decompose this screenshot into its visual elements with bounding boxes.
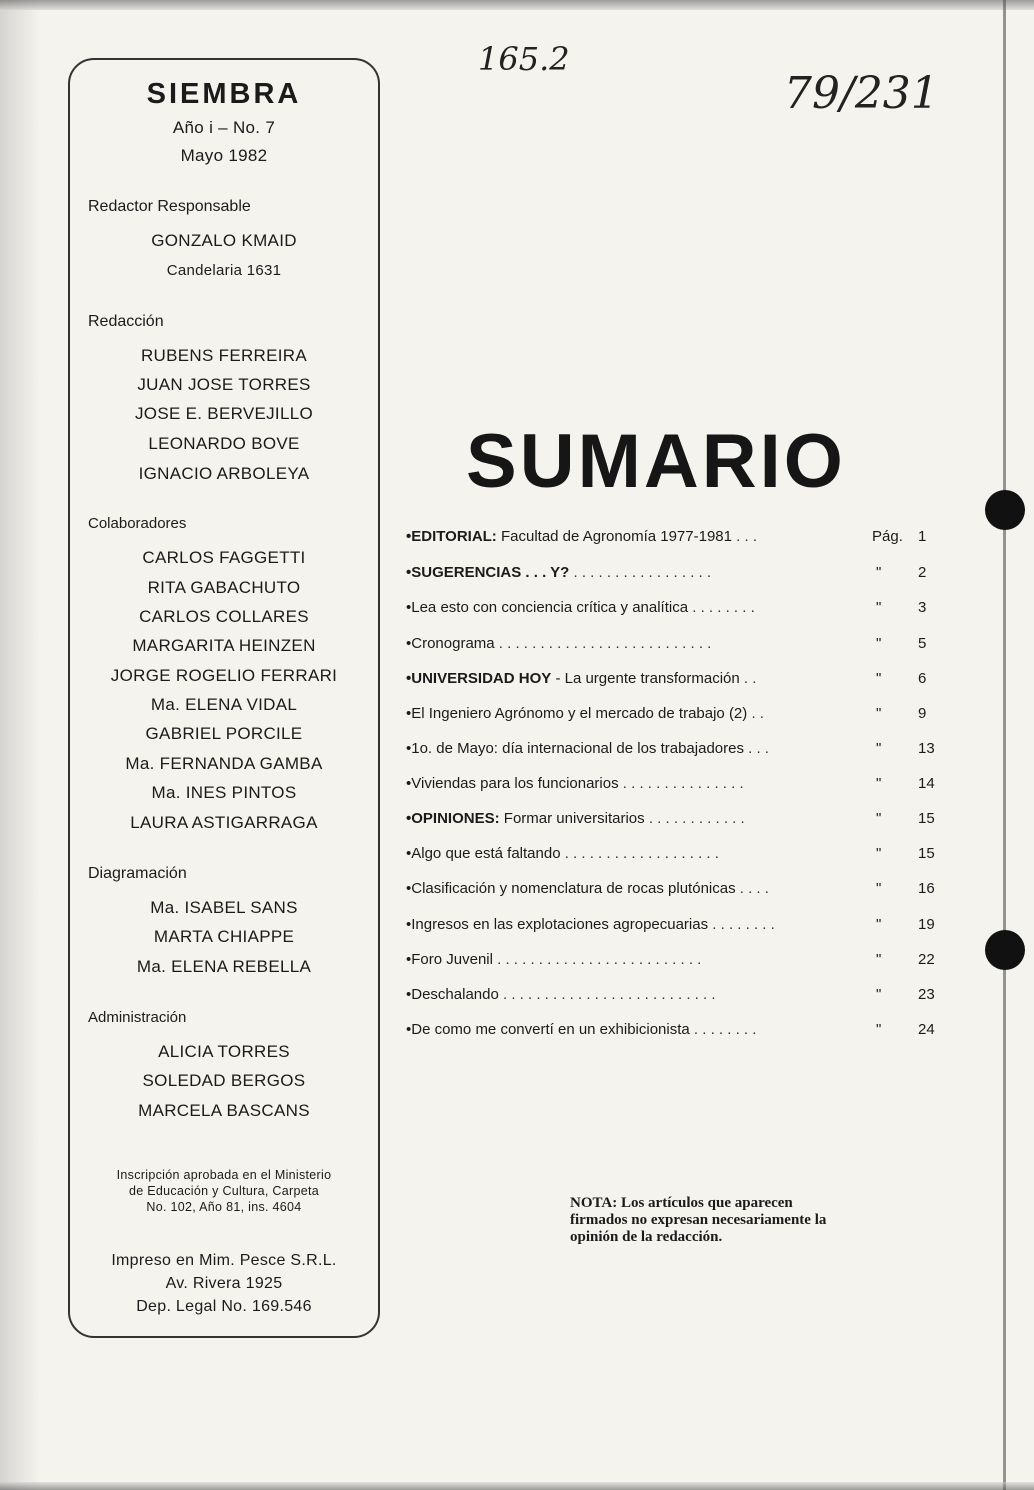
toc-page: 3 — [918, 599, 927, 616]
toc-page: 15 — [918, 845, 935, 862]
issue-number: Año i – No. 7 — [172, 118, 276, 137]
toc-entry — [406, 740, 946, 764]
toc-leader: . . . . . . . . . . . . . . . . . . . — [560, 845, 719, 862]
toc-leader: . . . . . . . . . . . . . . . . . — [569, 564, 712, 581]
staff-name: RUBENS FERREIRA — [140, 346, 308, 365]
staff-name: JORGE ROGELIO FERRARI — [110, 666, 338, 685]
toc-leader: . . . . — [735, 880, 769, 897]
toc-ref: Pág. — [872, 528, 903, 545]
staff-name: Ma. INES PINTOS — [151, 783, 297, 802]
printer-line: Impreso en Mim. Pesce S.R.L. — [111, 1252, 337, 1269]
toc-page: 5 — [918, 635, 927, 652]
staff-name: SOLEDAD BERGOS — [142, 1071, 306, 1090]
staff-name: JOSE E. BERVEJILLO — [135, 404, 313, 423]
section-label-administracion: Administración — [88, 1009, 187, 1026]
toc-page: 16 — [918, 880, 935, 897]
toc-entry — [406, 1021, 946, 1045]
toc-ref: " — [876, 810, 882, 827]
scan-edge-top — [0, 0, 1034, 10]
toc-title: •Algo que está faltando — [406, 845, 561, 862]
toc-entry — [406, 775, 946, 799]
inscription-line: de Educación y Cultura, Carpeta — [129, 1184, 319, 1198]
toc-title: - La urgente transformación — [551, 670, 740, 687]
toc-lead: •EDITORIAL: — [406, 528, 497, 545]
toc-leader: . . . . . . . . . . . . — [644, 810, 745, 827]
toc-page: 24 — [918, 1021, 935, 1038]
toc-page: 15 — [918, 810, 935, 827]
toc-ref: " — [876, 1021, 882, 1038]
section-label-diagramacion: Diagramación — [88, 865, 187, 882]
toc-title: •Viviendas para los funcionarios — [406, 775, 619, 792]
toc-ref: " — [876, 845, 882, 862]
staff-name: LEONARDO BOVE — [148, 434, 300, 453]
toc-entry — [406, 705, 946, 729]
issue-date: Mayo 1982 — [180, 146, 268, 165]
staff-name: RITA GABACHUTO — [147, 578, 301, 597]
toc-title: •El Ingeniero Agrónomo y el mercado de trabajo (2) — [406, 705, 748, 722]
toc-page: 2 — [918, 564, 927, 581]
staff-name: MARCELA BASCANS — [138, 1101, 310, 1120]
staff-name: GABRIEL PORCILE — [145, 724, 303, 743]
toc-entry — [406, 916, 946, 940]
toc-page: 13 — [918, 740, 935, 757]
staff-name: Ma. ELENA REBELLA — [136, 957, 312, 976]
toc-lead: •OPINIONES: — [406, 810, 500, 827]
handwritten-code: 165.2 — [478, 40, 570, 78]
toc-entry — [406, 810, 946, 834]
editorial-note: NOTA: Los artículos que aparecen firmados no expresan necesariamente la opinión de la redacción. — [570, 1195, 827, 1245]
toc-title: •Clasificación y nomenclatura de rocas plutónicas — [406, 880, 736, 897]
scan-edge-bottom — [0, 1482, 1034, 1490]
staff-name: JUAN JOSE TORRES — [137, 375, 311, 394]
printer-line: Dep. Legal No. 169.546 — [136, 1298, 312, 1315]
section-label-redactor: Redactor Responsable — [88, 198, 251, 215]
toc-page: 19 — [918, 916, 935, 933]
staff-name: Ma. FERNANDA GAMBA — [125, 754, 323, 773]
toc-leader: . . . — [743, 740, 769, 757]
toc-title: Facultad de Agronomía 1977-1981 — [496, 528, 732, 545]
toc-leader: . . . . . . . . . . . . . . . . . . . . . . . . . . — [498, 986, 716, 1003]
staff-name: GONZALO KMAID — [151, 231, 297, 250]
inscription-line: No. 102, Año 81, ins. 4604 — [146, 1200, 302, 1214]
toc-leader: . . . . . . . . — [688, 599, 755, 616]
toc-leader: . . . . . . . . . . . . . . . . . . . . . . . . . . — [494, 635, 712, 652]
toc-leader: . . . . . . . . . . . . . . . . . . . . . . . . . — [492, 951, 702, 968]
toc-leader: . . — [739, 670, 757, 687]
toc-entry — [406, 599, 946, 623]
staff-name: Ma. ISABEL SANS — [150, 898, 298, 917]
staff-address: Candelaria 1631 — [166, 262, 282, 279]
masthead-title: SIEMBRA — [146, 78, 302, 110]
toc-ref: " — [876, 775, 882, 792]
punch-hole-mark — [985, 490, 1025, 530]
scan-edge-right — [1003, 0, 1006, 1490]
toc-entry — [406, 528, 946, 552]
toc-ref: " — [876, 986, 882, 1003]
toc-title: •Ingresos en las explotaciones agropecuarias — [406, 916, 709, 933]
staff-name: CARLOS COLLARES — [139, 607, 309, 626]
sumario-title: SUMARIO — [466, 419, 846, 504]
toc-lead: •UNIVERSIDAD HOY — [406, 670, 552, 687]
toc-page: 9 — [918, 705, 927, 722]
toc-entry — [406, 986, 946, 1010]
toc-leader: . . . . . . . . — [689, 1021, 757, 1038]
toc-title: •Cronograma — [406, 635, 495, 652]
toc-ref: " — [876, 740, 882, 757]
printer-line: Av. Rivera 1925 — [165, 1275, 283, 1292]
staff-name: Ma. ELENA VIDAL — [150, 695, 298, 714]
toc-ref: " — [876, 705, 882, 722]
scan-shadow-left — [0, 0, 40, 1490]
staff-name: LAURA ASTIGARRAGA — [130, 813, 318, 832]
punch-hole-mark — [985, 930, 1025, 970]
toc-title: •De como me convertí en un exhibicionista — [406, 1021, 690, 1038]
section-label-redaccion: Redacción — [88, 313, 164, 330]
toc-leader: . . . . . . . . — [708, 916, 775, 933]
toc-page: 22 — [918, 951, 935, 968]
toc-ref: " — [876, 951, 882, 968]
toc-entry — [406, 951, 946, 975]
toc-leader: . . . — [731, 528, 757, 545]
staff-name: MARTA CHIAPPE — [153, 927, 295, 946]
staff-name: ALICIA TORRES — [158, 1042, 290, 1061]
toc-page: 23 — [918, 986, 935, 1003]
toc-page: 6 — [918, 670, 927, 687]
toc-page: 1 — [918, 528, 927, 545]
toc-ref: " — [876, 916, 882, 933]
staff-name: MARGARITA HEINZEN — [132, 636, 316, 655]
toc-title: •1o. de Mayo: día internacional de los trabajadores — [406, 740, 744, 757]
handwritten-number: 79/231 — [784, 68, 939, 119]
toc-lead: •SUGERENCIAS . . . Y? — [406, 564, 570, 581]
toc-title: •Deschalando — [406, 986, 499, 1003]
toc-entry — [406, 564, 946, 588]
toc-page: 14 — [918, 775, 935, 792]
toc-entry — [406, 635, 946, 659]
inscription-line: Inscripción aprobada en el Ministerio — [116, 1168, 332, 1182]
toc-ref: " — [876, 880, 882, 897]
section-label-colaboradores: Colaboradores — [88, 515, 187, 532]
toc-entry — [406, 845, 946, 869]
toc-ref: " — [876, 635, 882, 652]
toc-title: Formar universitarios — [499, 810, 645, 827]
toc-title: •Foro Juvenil — [406, 951, 493, 968]
toc-ref: " — [876, 564, 882, 581]
toc-entry — [406, 670, 946, 694]
toc-ref: " — [876, 599, 882, 616]
toc-ref: " — [876, 670, 882, 687]
toc-leader: . . . . . . . . . . . . . . . — [618, 775, 744, 792]
toc-entry — [406, 880, 946, 904]
staff-name: IGNACIO ARBOLEYA — [138, 464, 310, 483]
staff-name: CARLOS FAGGETTI — [142, 548, 306, 567]
toc-leader: . . — [747, 705, 764, 722]
toc-title: •Lea esto con conciencia crítica y analítica — [406, 599, 689, 616]
